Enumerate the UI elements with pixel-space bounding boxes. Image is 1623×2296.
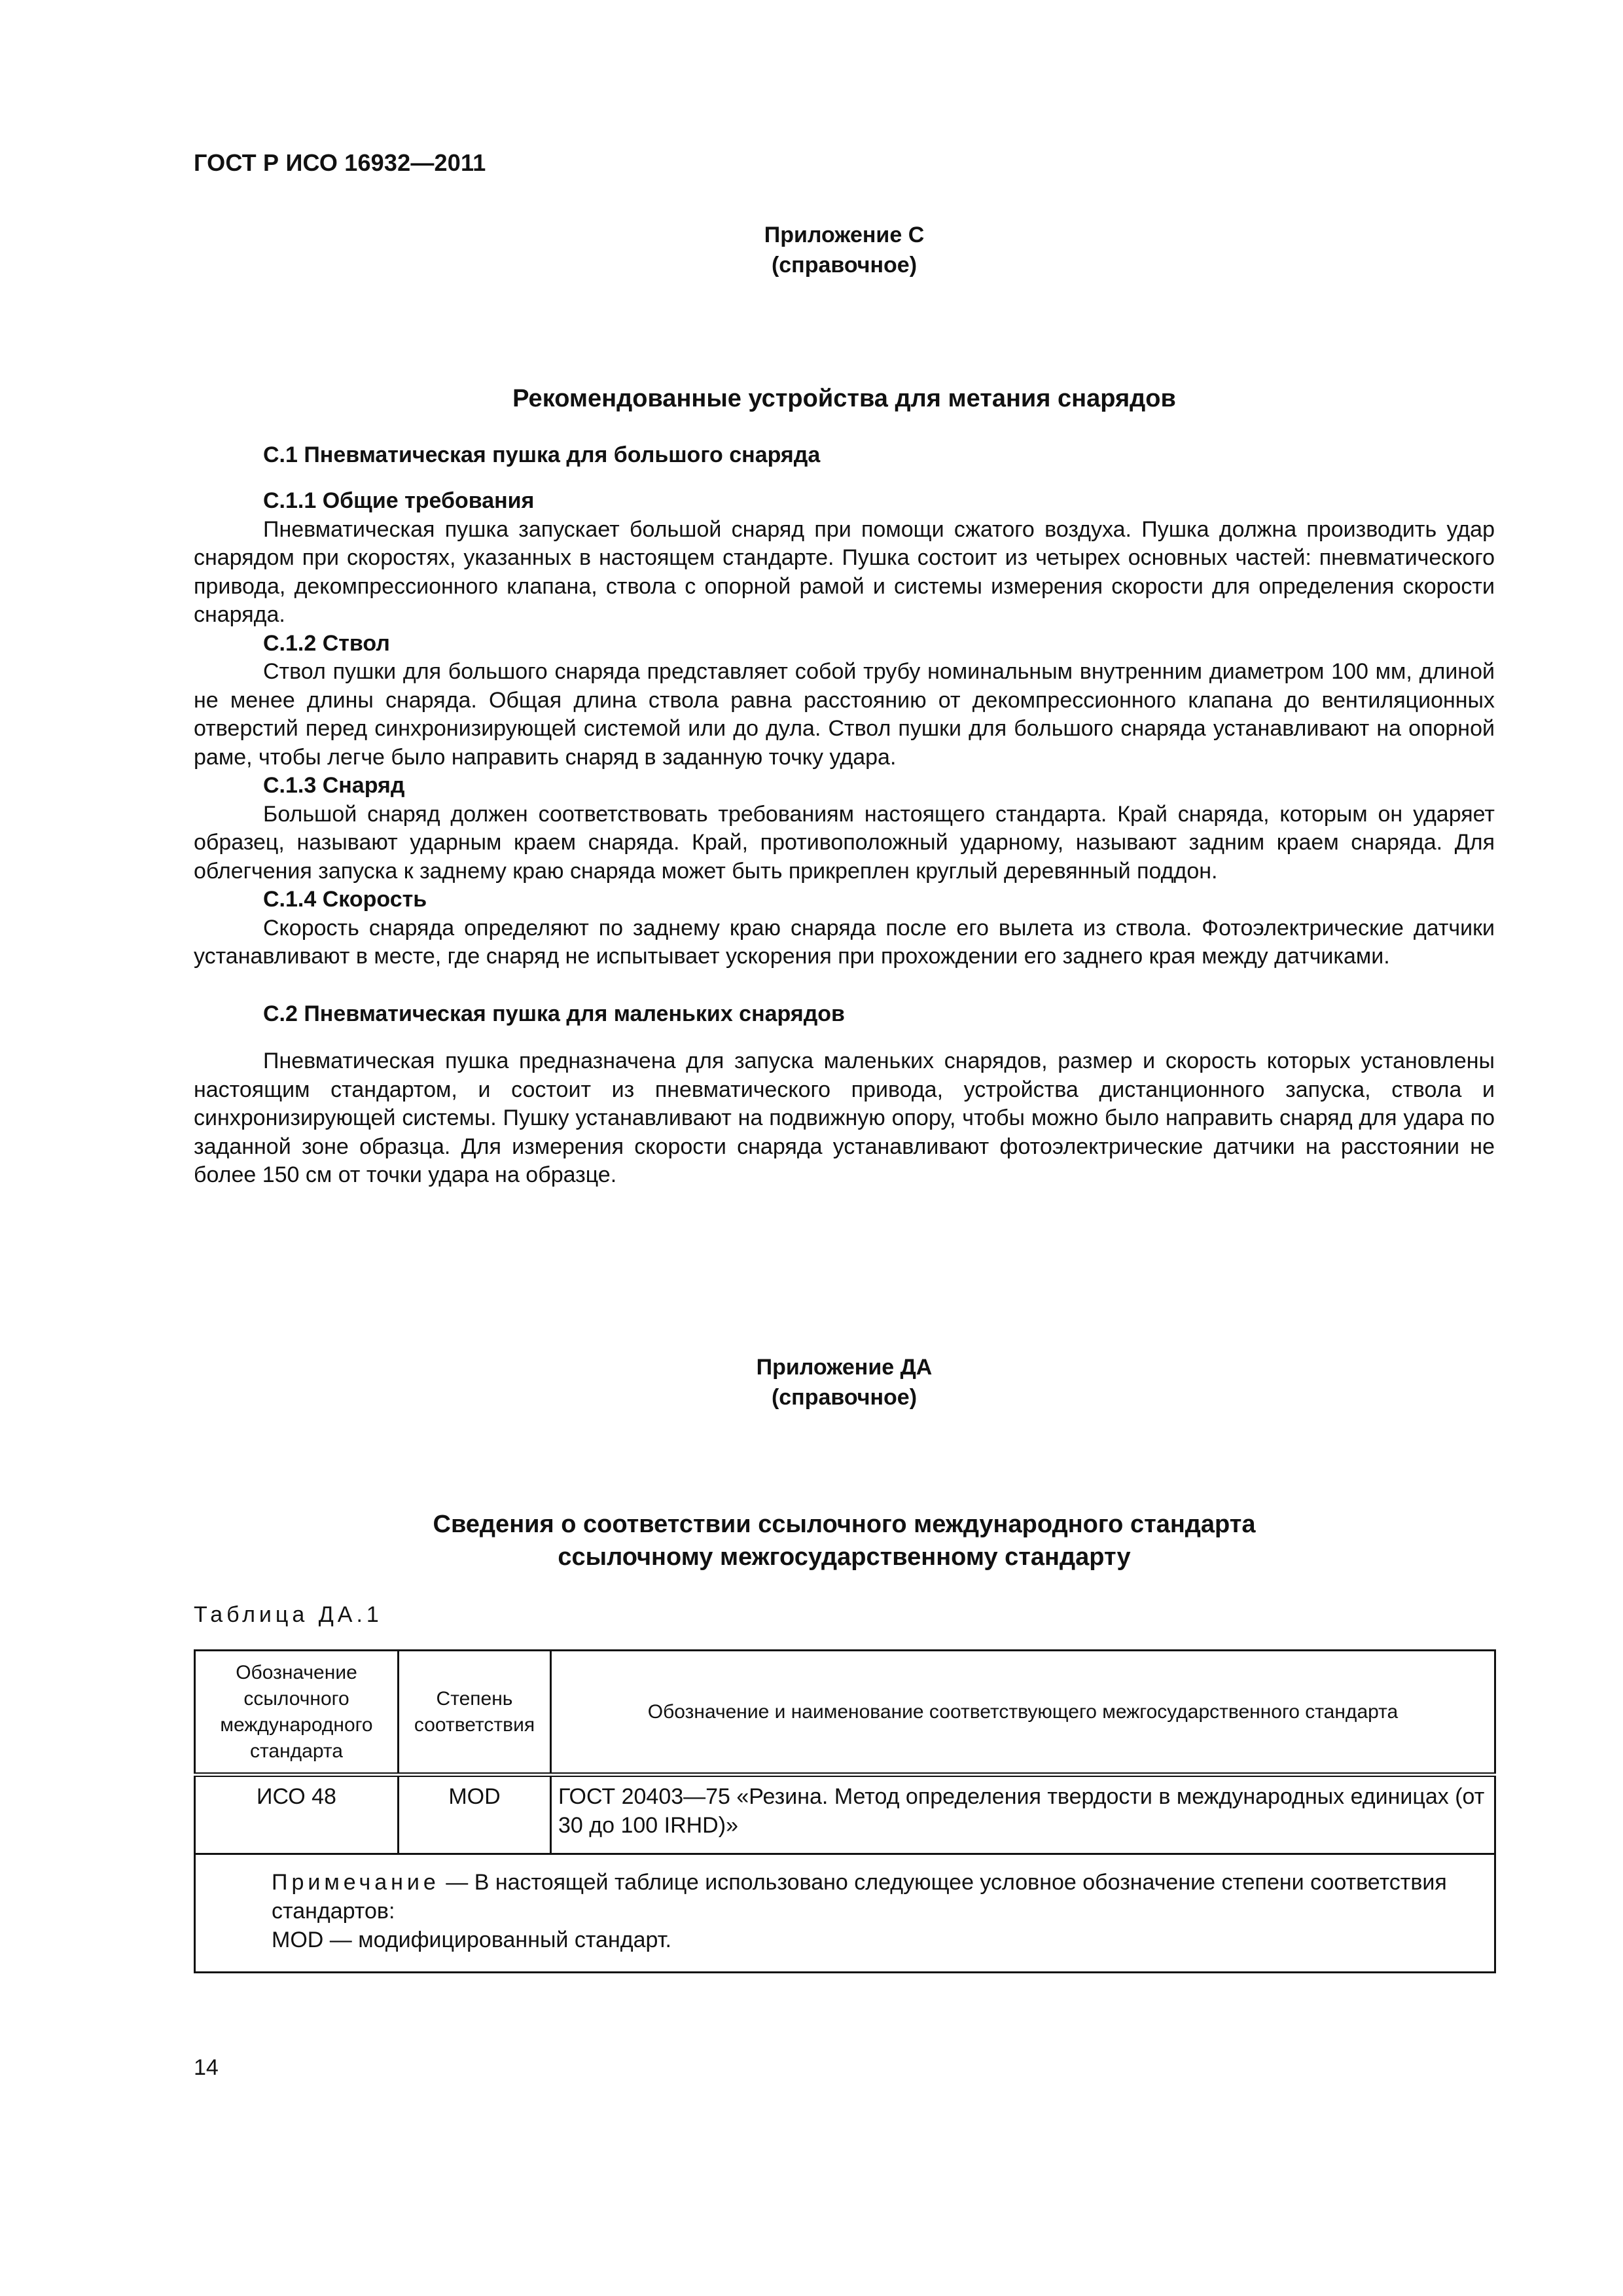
subsection-c1-1-text: Пневматическая пушка запускает большой снаряд при помощи сжатого воздуха. Пушка должна производить удар снарядом при скоростях, указанных в настоящем стандарте. Пушка состоит из четырех основных частей: пневматического привода, декомпрессионного клапана, ствола с опорной рамой и системы измерения скорости для определения скорости снаряда. xyxy=(194,516,1495,627)
table-header-ref: Обозначение ссылочного международного стандарта xyxy=(195,1651,399,1775)
table-note-text: — В настоящей таблице использовано следующее условное обозначение степени соответствия стандартов: xyxy=(272,1870,1447,1924)
table-cell-ref: ИСО 48 xyxy=(195,1775,399,1854)
section-c1-title: С.1 Пневматическая пушка для большого снаряда xyxy=(263,442,821,467)
correspondence-table xyxy=(194,1649,1496,1973)
table-cell-name: ГОСТ 20403—75 «Резина. Метод определения твердости в международных единицах (от 30 до 100 IRHD)» xyxy=(551,1775,1495,1854)
document-header: ГОСТ Р ИСО 16932—2011 xyxy=(194,149,486,176)
table-header-row xyxy=(195,1651,1495,1775)
annex-da-heading xyxy=(648,1352,1041,1412)
table-header-name: Обозначение и наименование соответствующего межгосударственного стандарта xyxy=(551,1651,1495,1775)
section-c2-body xyxy=(194,1047,1495,1190)
annex-da-heading-line2: ссылочному межгосударственному стандарту xyxy=(558,1543,1131,1571)
table-note-label: Примечание xyxy=(272,1870,440,1895)
section-c2-title: С.2 Пневматическая пушка для маленьких снарядов xyxy=(263,1001,845,1026)
section-c1-body xyxy=(194,487,1495,971)
annex-da-status: (справочное) xyxy=(771,1385,918,1410)
annex-c-heading xyxy=(648,220,1041,280)
page-number: 14 xyxy=(194,2055,219,2080)
subsection-c1-4-text: Скорость снаряда определяют по заднему краю снаряда после его вылета из ствола. Фотоэлектрические датчики устанавливают в месте, где снаряд не испытывает ускорения при прохождении его заднего края между датчиками. xyxy=(194,915,1495,969)
table-note-row xyxy=(195,1854,1495,1973)
annex-da-title: Приложение ДА xyxy=(756,1355,933,1380)
subsection-c1-4-title: С.1.4 Скорость xyxy=(263,887,427,912)
annex-c-title: Приложение С xyxy=(764,223,925,247)
annex-da-heading-line1: Сведения о соответствии ссылочного международного стандарта xyxy=(433,1511,1256,1538)
table-note xyxy=(195,1854,1495,1973)
subsection-c1-1-title: С.1.1 Общие требования xyxy=(263,488,535,513)
section-c2-text: Пневматическая пушка предназначена для запуска маленьких снарядов, размер и скорость которых установлены настоящим стандартом, и состоит из пневматического привода, устройства дистанционного запуска, ствола и синхронизирующей системы. Пушку устанавливают на подвижную опору, чтобы можно было направить снаряд для удара по заданной зоне образца. Для измерения скорости снаряда устанавливают фотоэлектрические датчики на расстоянии не более 150 см от точки удара на образце. xyxy=(194,1049,1495,1187)
table-note-line2: MOD — модифицированный стандарт. xyxy=(272,1928,671,1952)
annex-da-section-title xyxy=(194,1508,1495,1573)
subsection-c1-3-text: Большой снаряд должен соответствовать требованиям настоящего стандарта. Край снаряда, которым он ударяет образец, называют ударным краем снаряда. Край, противоположный ударному, называют задним краем снаряда. Для облегчения запуска к заднему краю снаряда может быть прикреплен круглый деревянный поддон. xyxy=(194,801,1495,884)
subsection-c1-2-title: С.1.2 Ствол xyxy=(263,630,390,656)
table-header-degree: Степень соответствия xyxy=(399,1651,551,1775)
table-label: Таблица ДА.1 xyxy=(194,1602,383,1627)
subsection-c1-3-title: С.1.3 Снаряд xyxy=(263,773,405,798)
annex-c-status: (справочное) xyxy=(771,253,918,278)
annex-c-section-title: Рекомендованные устройства для метания снарядов xyxy=(512,385,1176,412)
table-cell-degree: MOD xyxy=(399,1775,551,1854)
table-row xyxy=(195,1775,1495,1854)
subsection-c1-2-text: Ствол пушки для большого снаряда представляет собой трубу номинальным внутренним диаметром 100 мм, длиной не менее длины снаряда. Общая длина ствола равна расстоянию от декомпрессионного клапана до вентиляционных отверстий перед синхронизирующей системой или до дула. Ствол пушки для большого снаряда устанавливают на опорной раме, чтобы легче было направить снаряд в заданную точку удара. xyxy=(194,659,1495,770)
